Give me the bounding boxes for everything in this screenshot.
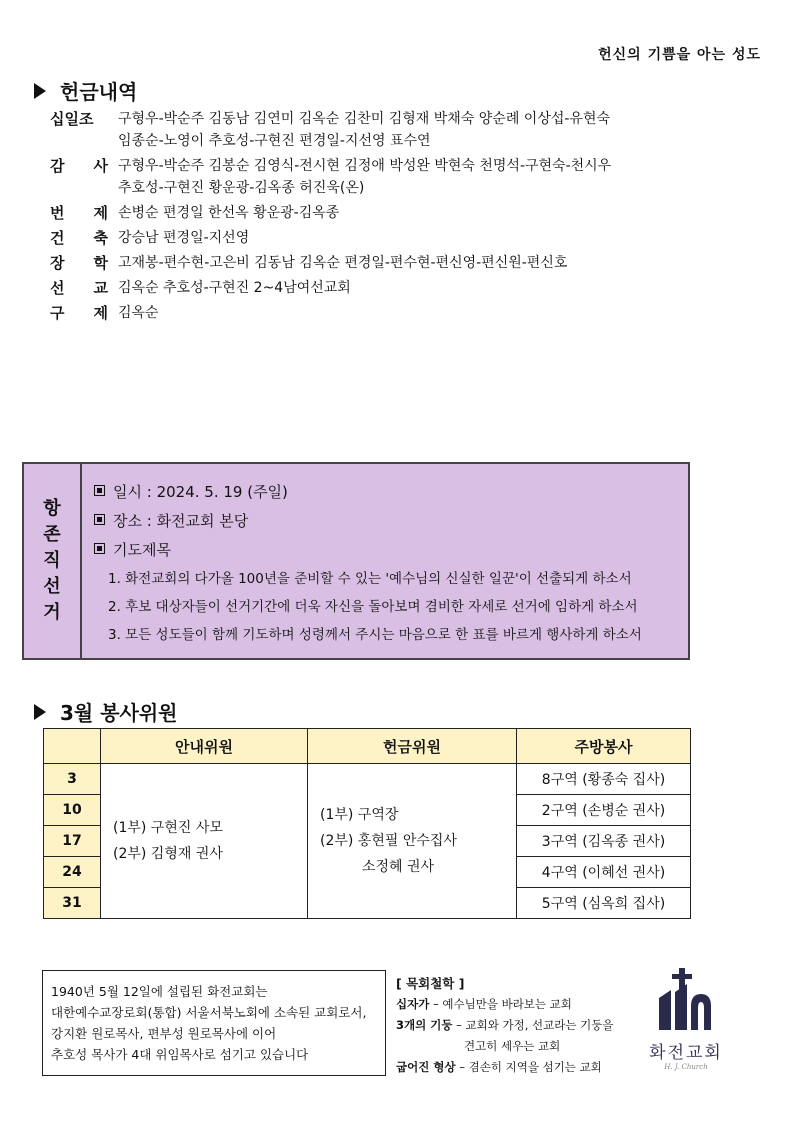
- prayer-item: 1. 화전교회의 다가올 100년을 준비할 수 있는 '예수님의 신실한 일꾼'이 선출되게 하소서: [108, 571, 632, 587]
- history-line: 1940년 5월 12일에 설립된 화전교회는: [51, 984, 268, 999]
- history-line: 추호성 목사가 4대 위임목사로 섬기고 있습니다: [51, 1047, 309, 1062]
- square-bullet-icon: [94, 543, 105, 554]
- offering-label: 건 축: [50, 229, 108, 247]
- church-logo: [636, 966, 736, 1082]
- offering-names: 구형우-박순주 김동남 김연미 김옥순 김찬미 김형재 박채숙 양순례 이상섭-유현숙: [118, 111, 610, 127]
- offering-names: 고재봉-편수현-고은비 김동남 김옥순 편경일-편수현-편신영-편신원-편신호: [118, 255, 568, 271]
- election-date-text: 일시 : 2024. 5. 19 (주일): [113, 483, 288, 501]
- offering-row-tithe: [50, 108, 750, 152]
- philosophy-key: 굽어진 형상: [396, 1060, 456, 1074]
- philosophy-text: 견고히 세우는 교회: [464, 1039, 561, 1053]
- prayer-topics-title: [94, 536, 688, 565]
- offering-label: 선 교: [50, 279, 108, 297]
- kitchen-cell: 5구역 (심옥희 집사): [517, 888, 691, 919]
- service-table: [43, 728, 691, 919]
- philosophy-item: [396, 1057, 636, 1078]
- offering-row-scholarship: [50, 252, 750, 274]
- election-date: [94, 478, 688, 507]
- offering-row-burnt: [50, 202, 750, 224]
- philosophy-text: – 예수님만을 바라보는 교회: [429, 997, 572, 1011]
- offering-label: 번 제: [50, 204, 108, 222]
- offerings-title: [34, 76, 137, 105]
- square-bullet-icon: [94, 485, 105, 496]
- table-row: [44, 764, 691, 795]
- ushers-cell: [101, 764, 308, 919]
- table-header-row: [44, 729, 691, 764]
- offering-team-entry: 소정혜 권사: [362, 859, 435, 875]
- kitchen-cell: 8구역 (황종숙 집사): [517, 764, 691, 795]
- service-title-text: 3월 봉사위원: [60, 701, 178, 725]
- election-prayer-box: [22, 462, 690, 660]
- table-header-blank: [44, 729, 101, 764]
- offering-names: 손병순 편경일 한선옥 황운광-김옥종: [118, 205, 340, 221]
- header-motto: 헌신의 기쁨을 아는 성도: [598, 47, 761, 63]
- offering-names: 추호성-구현진 황운광-김옥종 허진욱(온): [118, 180, 365, 196]
- offering-names: 구형우-박순주 김봉순 김영식-전시현 김정애 박성완 박현숙 천명석-구현숙-천시우: [118, 158, 612, 174]
- philosophy-item: [396, 1036, 636, 1057]
- philosophy-key: 3개의 기둥: [396, 1018, 453, 1032]
- offering-row-mission: [50, 277, 750, 299]
- side-char: 직: [43, 550, 61, 571]
- offering-team-entry: (1부) 구역장: [320, 807, 399, 823]
- philosophy-key: 십자가: [396, 997, 430, 1011]
- offering-names: 강승남 편경일-지선영: [118, 230, 250, 246]
- election-details: [82, 464, 688, 658]
- kitchen-cell: 2구역 (손병순 권사): [517, 795, 691, 826]
- offering-row-relief: [50, 302, 750, 324]
- side-char: 항: [43, 498, 61, 519]
- philosophy-text: – 겸손히 지역을 섬기는 교회: [455, 1060, 602, 1074]
- table-header: 안내위원: [101, 729, 308, 764]
- offering-team-cell: [308, 764, 517, 919]
- service-day: 17: [44, 826, 101, 857]
- church-cross-logo-icon: [653, 966, 719, 1032]
- philosophy-text: – 교회와 가정, 선교라는 기둥을: [452, 1018, 614, 1032]
- offering-label: 감 사: [50, 157, 108, 175]
- offering-label: 구 제: [50, 304, 108, 322]
- service-title: [34, 697, 177, 726]
- kitchen-cell: 3구역 (김옥종 권사): [517, 826, 691, 857]
- offering-row-thanks: [50, 155, 750, 199]
- election-place-text: 장소 : 화전교회 본당: [113, 512, 249, 530]
- table-header: 주방봉사: [517, 729, 691, 764]
- prayer-item: 2. 후보 대상자들이 선거기간에 더욱 자신을 돌아보며 겸비한 자세로 선거에 임하게 하소서: [108, 599, 638, 615]
- offering-row-building: [50, 227, 750, 249]
- side-char: 존: [43, 524, 61, 545]
- logo-subtitle: H. J. Church: [664, 1063, 708, 1071]
- offering-names: 김옥순: [118, 305, 159, 321]
- triangle-bullet-icon: [34, 704, 46, 720]
- offering-label: 장 학: [50, 254, 108, 272]
- prayer-item: 3. 모든 성도들이 함께 기도하며 성령께서 주시는 마음으로 한 표를 바르게 행사하게 하소서: [108, 627, 642, 643]
- church-history-box: [42, 970, 386, 1076]
- history-line: 대한예수교장로회(통합) 서울서북노회에 소속된 교회로서,: [51, 1005, 367, 1020]
- offering-label: 십일조: [50, 110, 94, 128]
- prayer-topics-title-text: 기도제목: [113, 541, 171, 559]
- kitchen-cell: 4구역 (이혜선 권사): [517, 857, 691, 888]
- election-side-label: [24, 464, 82, 658]
- table-header: 헌금위원: [308, 729, 517, 764]
- ministry-philosophy: [396, 973, 636, 1078]
- philosophy-item: [396, 994, 636, 1015]
- offering-names: 김옥순 추호성-구현진 2~4남여선교회: [118, 280, 351, 296]
- history-line: 강지환 원로목사, 편부성 원로목사에 이어: [51, 1026, 277, 1041]
- service-day: 24: [44, 857, 101, 888]
- offering-names: 임종순-노영이 추호성-구현진 편경일-지선영 표수연: [118, 133, 431, 149]
- square-bullet-icon: [94, 514, 105, 525]
- service-day: 3: [44, 764, 101, 795]
- service-day: 10: [44, 795, 101, 826]
- side-char: 거: [43, 602, 61, 623]
- offerings-list: [50, 108, 750, 327]
- triangle-bullet-icon: [34, 83, 46, 99]
- usher-entry: (2부) 김형재 권사: [113, 846, 223, 862]
- election-place: [94, 507, 688, 536]
- offerings-title-text: 헌금내역: [60, 80, 138, 104]
- philosophy-item: [396, 1015, 636, 1036]
- usher-entry: (1부) 구현진 사모: [113, 820, 223, 836]
- offering-team-entry: (2부) 홍현필 안수집사: [320, 833, 457, 849]
- service-day: 31: [44, 888, 101, 919]
- logo-name: 화전교회: [649, 1043, 723, 1063]
- side-char: 선: [43, 576, 61, 597]
- philosophy-title: [ 목회철학 ]: [396, 976, 465, 991]
